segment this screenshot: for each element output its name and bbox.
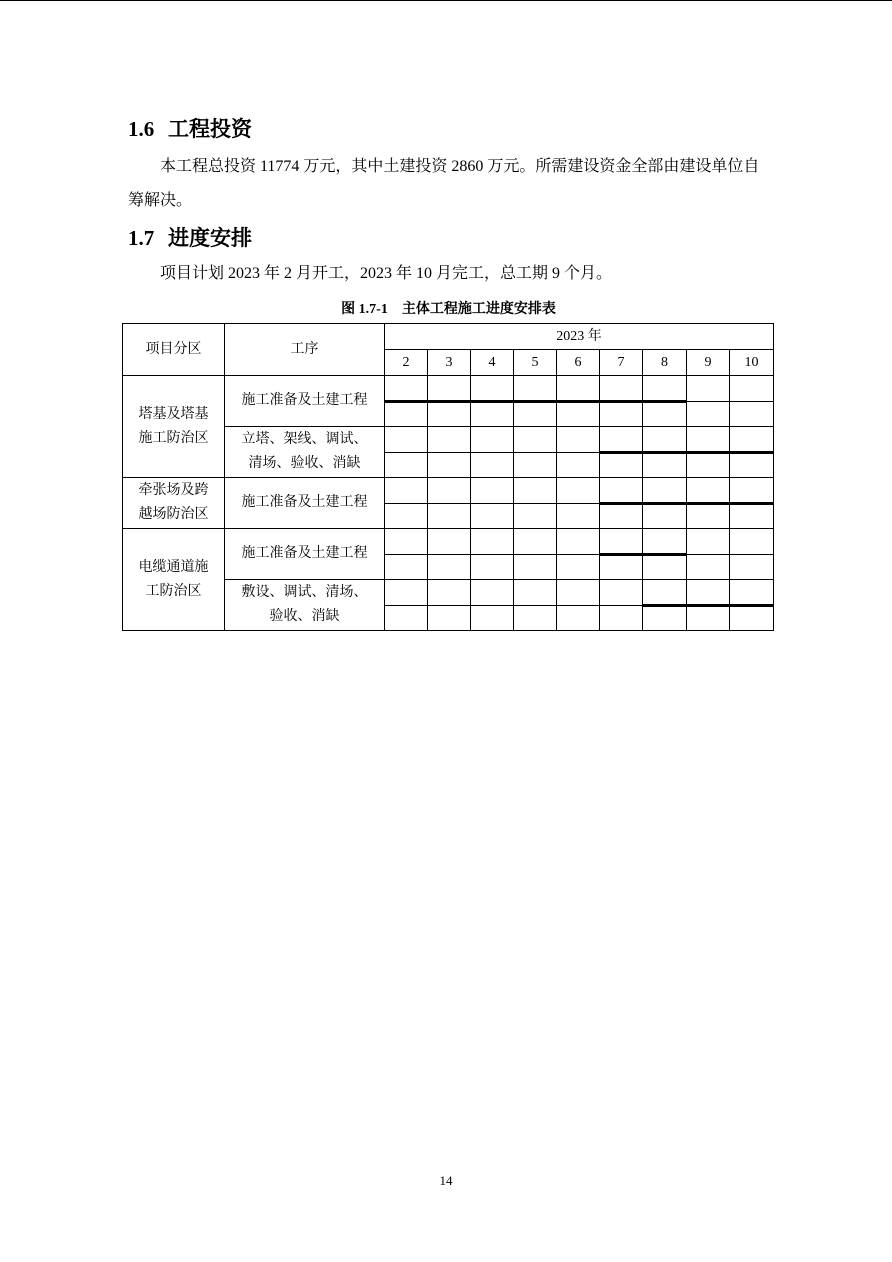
cell-divider: [385, 503, 427, 504]
month-header-9: 9: [687, 350, 730, 376]
process-line: 验收、消缺: [269, 609, 340, 624]
month-cell: [385, 427, 428, 478]
month-cell: [428, 478, 471, 529]
area-line: 牵张场及跨: [138, 483, 209, 498]
month-cell: [643, 427, 687, 478]
cell-divider: [471, 452, 513, 453]
gantt-bar-segment: [642, 502, 687, 505]
heading-1-6-title: 工程投资: [168, 117, 252, 141]
month-header-4: 4: [471, 350, 514, 376]
cell-divider: [514, 503, 556, 504]
schedule-body: [123, 376, 774, 631]
month-cell: [471, 376, 514, 427]
process-cell: [225, 427, 385, 478]
month-cell: [385, 478, 428, 529]
cell-divider: [471, 503, 513, 504]
cell-divider: [600, 605, 642, 606]
table-caption: 图 1.7-1 主体工程施工进度安排表: [341, 302, 556, 317]
cell-divider: [687, 554, 729, 555]
month-cell: [514, 478, 557, 529]
month-header-10: 10: [730, 350, 774, 376]
process-cell: [225, 478, 385, 529]
area-line: 电缆通道施: [138, 559, 209, 575]
table-row: [123, 478, 774, 529]
month-header-2: 2: [385, 350, 428, 376]
month-cell: [557, 478, 600, 529]
process-line: 清场、验收、消缺: [248, 456, 361, 471]
heading-1-6-number: 1.6: [128, 117, 155, 141]
cell-divider: [428, 503, 470, 504]
header-area: 项目分区: [123, 324, 225, 376]
month-cell: [428, 580, 471, 631]
process-cell: [225, 376, 385, 427]
page-number: 14: [439, 1173, 453, 1188]
process-cell: [225, 580, 385, 631]
gantt-bar-segment: [600, 451, 643, 454]
month-cell: [514, 427, 557, 478]
month-header-5: 5: [514, 350, 557, 376]
header-process: 工序: [225, 324, 385, 376]
month-cell: [643, 376, 687, 427]
month-cell: [730, 580, 774, 631]
month-header-6: 6: [557, 350, 600, 376]
cell-divider: [730, 554, 773, 555]
cell-divider: [730, 401, 773, 402]
month-cell: [557, 580, 600, 631]
header-year: 2023 年: [385, 324, 774, 350]
month-cell: [471, 478, 514, 529]
month-cell: [600, 529, 643, 580]
cell-divider: [385, 554, 427, 555]
month-cell: [557, 376, 600, 427]
month-cell: [557, 529, 600, 580]
month-cell: [514, 529, 557, 580]
month-cell: [428, 376, 471, 427]
month-cell: [687, 580, 730, 631]
month-header-7: 7: [600, 350, 643, 376]
area-cell: [123, 376, 225, 478]
gantt-bar-segment: [513, 400, 557, 403]
area-cell: [123, 529, 225, 631]
month-cell: [687, 427, 730, 478]
month-cell: [471, 529, 514, 580]
cell-divider: [514, 554, 556, 555]
month-cell: [471, 580, 514, 631]
month-cell: [428, 529, 471, 580]
month-cell: [428, 427, 471, 478]
gantt-bar-segment: [686, 502, 730, 505]
cell-divider: [557, 503, 599, 504]
process-line: 施工准备及土建工程: [241, 393, 368, 408]
month-cell: [687, 529, 730, 580]
process-line: 施工准备及土建工程: [241, 546, 368, 561]
cell-divider: [687, 401, 729, 402]
area-line: 工防治区: [145, 583, 202, 599]
gantt-bar-segment: [686, 451, 730, 454]
gantt-bar-segment: [642, 400, 686, 403]
month-cell: [514, 376, 557, 427]
cell-divider: [514, 452, 556, 453]
gantt-bar-segment: [427, 400, 471, 403]
month-cell: [514, 580, 557, 631]
cell-divider: [385, 605, 427, 606]
top-rule: [0, 0, 892, 1]
cell-divider: [557, 554, 599, 555]
table-row: [123, 376, 774, 427]
cell-divider: [557, 452, 599, 453]
gantt-bar-segment: [729, 451, 773, 454]
heading-1-7-number: 1.7: [128, 226, 155, 250]
gantt-bar-segment: [470, 400, 514, 403]
month-cell: [600, 580, 643, 631]
cell-divider: [514, 605, 556, 606]
month-cell: [730, 529, 774, 580]
area-line: 塔基及塔基: [138, 406, 209, 422]
month-cell: [385, 376, 428, 427]
gantt-bar-segment: [643, 604, 687, 607]
month-header-3: 3: [428, 350, 471, 376]
gantt-bar-segment: [642, 451, 687, 454]
cell-divider: [428, 554, 470, 555]
gantt-bar-segment: [556, 400, 600, 403]
month-cell: [385, 580, 428, 631]
area-line: 施工防治区: [138, 430, 209, 446]
gantt-bar-segment: [385, 400, 428, 403]
gantt-bar-segment: [599, 400, 643, 403]
cell-divider: [471, 554, 513, 555]
month-cell: [385, 529, 428, 580]
process-line: 敷设、调试、清场、: [241, 585, 368, 600]
heading-1-7: [128, 225, 252, 251]
process-line: 施工准备及土建工程: [241, 495, 368, 510]
area-cell: [123, 478, 225, 529]
schedule-table: [122, 323, 774, 631]
month-cell: [730, 376, 774, 427]
cell-divider: [471, 605, 513, 606]
month-header-8: 8: [643, 350, 687, 376]
process-line: 立塔、架线、调试、: [241, 432, 368, 447]
gantt-bar-segment: [600, 553, 643, 556]
month-cell: [600, 376, 643, 427]
month-cell: [687, 376, 730, 427]
month-cell: [600, 427, 643, 478]
schedule-paragraph: 项目计划 2023 年 2 月开工，2023 年 10 月完工，总工期 9 个月。: [160, 265, 613, 282]
heading-1-7-title: 进度安排: [168, 226, 252, 250]
gantt-bar-segment: [686, 604, 730, 607]
heading-1-6: [128, 116, 252, 142]
gantt-bar-segment: [729, 502, 773, 505]
gantt-bar-segment: [600, 502, 643, 505]
cell-divider: [557, 605, 599, 606]
gantt-bar-segment: [642, 553, 686, 556]
month-cell: [687, 478, 730, 529]
cell-divider: [428, 605, 470, 606]
table-row: [123, 529, 774, 580]
area-line: 越场防治区: [138, 507, 209, 522]
process-cell: [225, 529, 385, 580]
month-cell: [643, 580, 687, 631]
month-cell: [730, 427, 774, 478]
month-cell: [471, 427, 514, 478]
month-cell: [643, 478, 687, 529]
month-cell: [643, 529, 687, 580]
investment-paragraph: 本工程总投资 11774 万元，其中土建投资 2860 万元。所需建设资金全部由建设单位自筹解决。: [128, 158, 760, 209]
cell-divider: [385, 452, 427, 453]
month-cell: [557, 427, 600, 478]
gantt-bar-segment: [729, 604, 773, 607]
month-cell: [600, 478, 643, 529]
cell-divider: [428, 452, 470, 453]
month-cell: [730, 478, 774, 529]
